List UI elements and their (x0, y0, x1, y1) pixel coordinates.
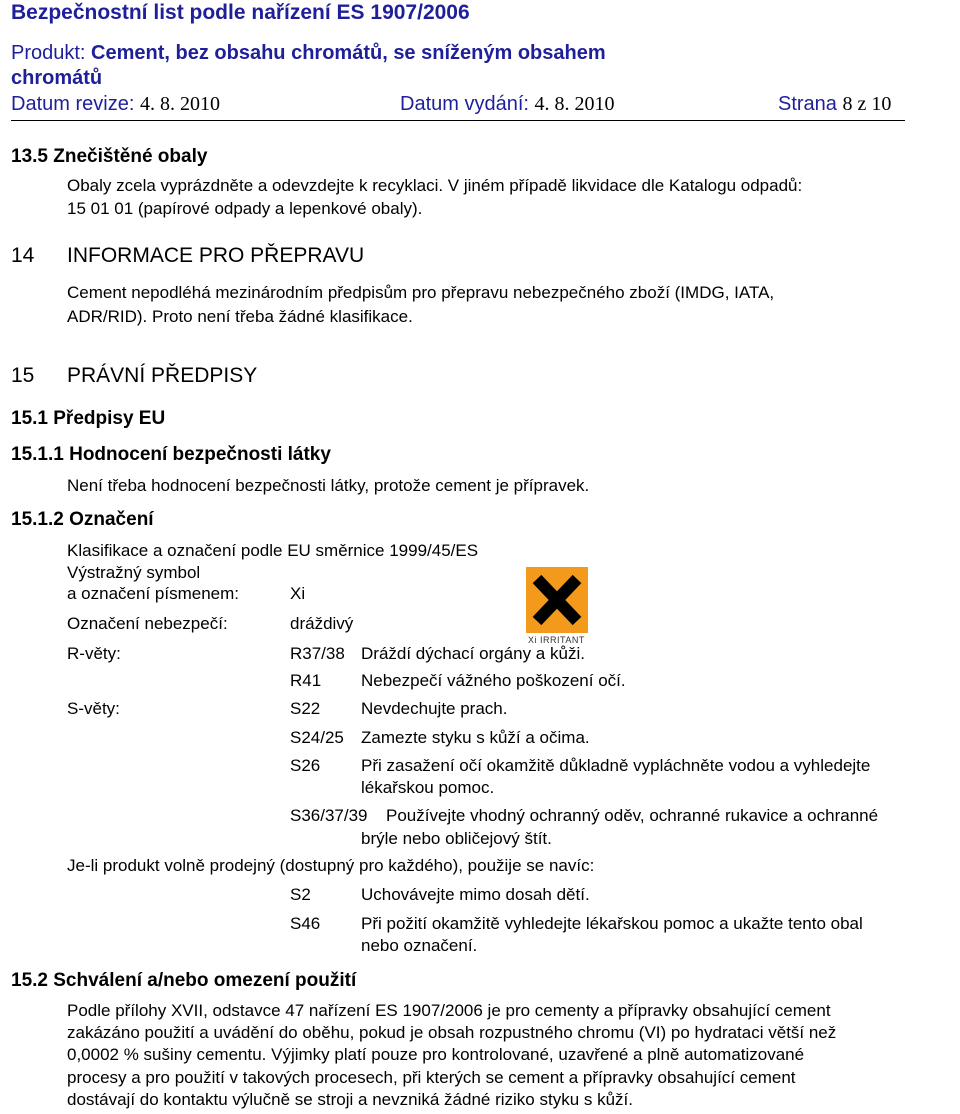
classification-text: Klasifikace a označení podle EU směrnice 1999/45/ES (67, 541, 479, 560)
section-15-2-text: procesy a pro použití v takových procesech, při kterých se cement a přípravky obsahující cement (67, 1068, 796, 1087)
document-title: Bezpečnostní list podle nařízení ES 1907/2006 (11, 1, 470, 24)
product-line (11, 42, 606, 65)
r-phrases-label: R-věty: (67, 644, 121, 663)
section-15-1-1-heading: 15.1.1 Hodnocení bezpečnosti látky (11, 444, 331, 465)
product-label: Produkt: (11, 42, 92, 64)
section-15-2-text: 0,0002 % sušiny cementu. Výjimky platí pouze pro kontrolované, uzavřené a plně automatizované (67, 1045, 805, 1064)
r-phrase-text: Dráždí dýchací orgány a kůži. (361, 644, 585, 663)
revision-value: 4. 8. 2010 (139, 93, 220, 115)
extra-phrase-code: S46 (290, 914, 321, 933)
issue-value: 4. 8. 2010 (534, 93, 615, 115)
product-name-cont: chromátů (11, 67, 103, 89)
section-14-title: INFORMACE PRO PŘEPRAVU (67, 244, 365, 267)
s-phrase-code: S24/25 (290, 728, 344, 747)
hazard-value: dráždivý (290, 614, 354, 633)
revision-label: Datum revize: (11, 93, 135, 115)
r-phrase-code: R41 (290, 671, 322, 690)
s-phrase-text: Nevdechujte prach. (361, 699, 508, 718)
extra-phrase-text: Při požití okamžitě vyhledejte lékařskou pomoc a ukažte tento obal (361, 914, 863, 933)
issue-date (400, 93, 615, 116)
symbol-label-1: Výstražný symbol (67, 563, 201, 582)
extra-phrase-text-cont: nebo označení. (361, 936, 478, 955)
irritant-hazard-icon (526, 567, 588, 633)
section-15-1-heading: 15.1 Předpisy EU (11, 408, 166, 429)
page-number (778, 93, 891, 116)
section-13-5-heading: 13.5 Znečištěné obaly (11, 146, 208, 167)
x-cross-icon (526, 567, 588, 633)
pictogram-caption: Xi IRRITANT (528, 635, 585, 645)
s-phrase-code: S26 (290, 756, 321, 775)
revision-date (11, 93, 220, 116)
section-15-number: 15 (11, 364, 35, 387)
section-15-2-text: Podle přílohy XVII, odstavce 47 nařízení ES 1907/2006 je pro cementy a přípravky obsahující cement (67, 1001, 831, 1020)
symbol-value: Xi (290, 584, 306, 603)
hazard-label: Označení nebezpečí: (67, 614, 228, 633)
section-14-number: 14 (11, 244, 35, 267)
section-14-text-2: ADR/RID). Proto není třeba žádné klasifikace. (67, 307, 413, 326)
s-phrase-text-cont: lékařskou pomoc. (361, 778, 495, 797)
header-rule (11, 120, 905, 121)
s-phrase-text: Zamezte styku s kůží a očima. (361, 728, 590, 747)
section-13-5-text-1: Obaly zcela vyprázdněte a odevzdejte k recyklaci. V jiném případě likvidace dle Katalogu odpadů: (67, 176, 803, 195)
s-phrase-text: Při zasažení očí okamžitě důkladně vypláchněte vodou a vyhledejte (361, 756, 871, 775)
free-sale-note: Je-li produkt volně prodejný (dostupný pro každého), použije se navíc: (67, 856, 595, 875)
section-15-title: PRÁVNÍ PŘEDPISY (67, 364, 258, 387)
section-15-2-text: zakázáno použití a uvádění do oběhu, pokud je obsah rozpustného chromu (VI) po hydrataci větší než (67, 1023, 837, 1042)
s-phrase-code: S36/37/39 (290, 806, 368, 825)
s-phrase-text: Používejte vhodný ochranný oděv, ochranné rukavice a ochranné (386, 806, 879, 825)
extra-phrase-code: S2 (290, 885, 311, 904)
section-14-text-1: Cement nepodléhá mezinárodním předpisům pro přepravu nebezpečného zboží (IMDG, IATA, (67, 283, 775, 302)
symbol-label-2: a označení písmenem: (67, 584, 239, 603)
section-13-5-text-2: 15 01 01 (papírové odpady a lepenkové obaly). (67, 199, 423, 218)
section-15-2-text: dostávají do kontaktu výlučně se stroji a nevzniká žádné riziko styku s kůží. (67, 1090, 633, 1109)
product-name: Cement, bez obsahu chromátů, se sníženým obsahem (91, 42, 606, 64)
s-phrase-text-cont: brýle nebo obličejový štít. (361, 829, 552, 848)
section-15-1-2-heading: 15.1.2 Označení (11, 509, 154, 530)
issue-label: Datum vydání: (400, 93, 529, 115)
r-phrase-text: Nebezpečí vážného poškození očí. (361, 671, 626, 690)
extra-phrase-text: Uchovávejte mimo dosah dětí. (361, 885, 590, 904)
s-phrase-code: S22 (290, 699, 321, 718)
s-phrases-label: S-věty: (67, 699, 120, 718)
r-phrase-code: R37/38 (290, 644, 345, 663)
page-label: Strana (778, 93, 837, 115)
section-15-2-heading: 15.2 Schválení a/nebo omezení použití (11, 970, 357, 991)
page-value: 8 z 10 (842, 93, 892, 115)
section-15-1-1-text: Není třeba hodnocení bezpečnosti látky, protože cement je přípravek. (67, 476, 590, 495)
